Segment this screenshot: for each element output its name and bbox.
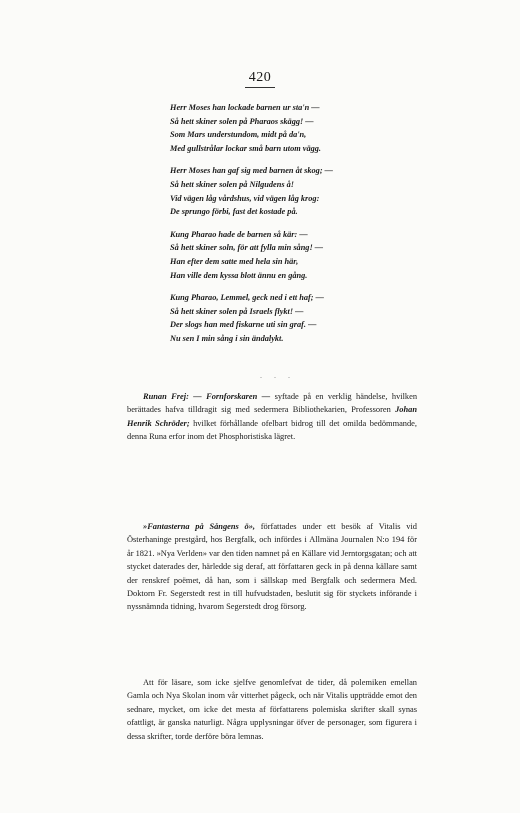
paragraph-lead: »Fantasterna på Sångens ö», bbox=[143, 522, 255, 531]
poem-line: Kung Pharao hade de barnen så kär: — bbox=[170, 229, 308, 239]
poem bbox=[170, 101, 490, 355]
person-name: Johan Henrik Schröder; bbox=[127, 405, 417, 428]
paragraph-fantasterna bbox=[127, 520, 417, 614]
poem-line: Herr Moses han lockade barnen ur sta'n — bbox=[170, 103, 320, 112]
poem-line: Der slogs han med fiskarne uti sin graf. — bbox=[170, 320, 317, 330]
poem-line: Vid vägen låg vårdshus, vid vägen låg krog: bbox=[170, 193, 320, 203]
poem-line: Kung Pharao, Lemmel, geck ned i ett haf; — bbox=[170, 293, 324, 303]
paragraph-upplysningar bbox=[127, 676, 417, 743]
paragraph-text: syftade på en verklig händelse, hvilken berättades hafva tilldragit sig med sedermera Bibliothekarien, Professoren bbox=[127, 392, 418, 415]
poem-line: Så hett skiner solen på Pharaos skägg! — bbox=[170, 116, 314, 126]
separator-dots: . . . bbox=[260, 371, 295, 380]
paragraph-runan-frej bbox=[127, 390, 417, 444]
paragraph-lead: Runan Frej: — Fornforskaren — bbox=[143, 392, 271, 401]
page-number bbox=[0, 70, 520, 88]
poem-line: Herr Moses han gaf sig med barnen åt skog; — bbox=[170, 166, 333, 176]
paragraph-text: Att för läsare, som icke sjelfve genomlefvat de tider, då polemiken emellan Gamla och Nya Skolan inom vår vitterhet pågeck, och när Vitalis uppträdde emot den sednare, mycket, om icke det mesta af författarens polemiska skrifter skall synas ofattligt, är ganska naturligt. Några upplysningar öfver de personager, som figurera i dessa skrifter, torde derföre böra lemnas. bbox=[127, 678, 417, 741]
poem-stanza-1 bbox=[170, 101, 490, 155]
poem-line: Så hett skiner soln, för att fylla min sång! — bbox=[170, 243, 324, 253]
page-number-text: 420 bbox=[245, 70, 276, 88]
poem-stanza-2 bbox=[170, 164, 490, 218]
paragraph-text: hvilket förhållande ofelbart bidrog till det omilda bedömmande, denna Runa erfor inom det Phosphoristiska lägret. bbox=[127, 418, 417, 442]
poem-line: De sprungo förbi, fast det kostade på. bbox=[170, 207, 298, 217]
poem-line: Som Mars understundom, midt på da'n, bbox=[170, 130, 307, 140]
poem-line: Så hett skiner solen på Israels flykt! — bbox=[170, 306, 304, 316]
poem-line: Så hett skiner solen på Nilgudens å! bbox=[170, 179, 295, 189]
poem-line: Han ville dem kyssa blott ännu en gång. bbox=[170, 270, 308, 280]
poem-stanza-4 bbox=[170, 291, 490, 345]
poem-stanza-3 bbox=[170, 228, 490, 282]
poem-line: Han efter dem satte med hela sin här, bbox=[170, 256, 299, 266]
poem-line: Med gullstrålar lockar små barn utom vägg. bbox=[170, 143, 321, 153]
poem-line: Nu sen I min sång i sin ändalykt. bbox=[170, 333, 284, 343]
paragraph-text: författades under ett besök af Vitalis vid Österhaninge prestgård, hos Bergfalk, och infördes i Allmäna Journalen N:o 194 för år 1821. »Nya Verlden» var den tiden namnet på en Källare vid Jerntorgsgatan; och att stycket daterades der, härledde sig deraf, att författaren geck in på denna källare samt der renskref poëmet, då han, som i sällskap med Bergfalk och sedermera Med. Doktorn Fr. Segerstedt rest in till hufvudstaden, beslutit sig för styckets införande i nyssnämnda tidning, hvarom Segerstedt drog försorg. bbox=[127, 522, 417, 612]
